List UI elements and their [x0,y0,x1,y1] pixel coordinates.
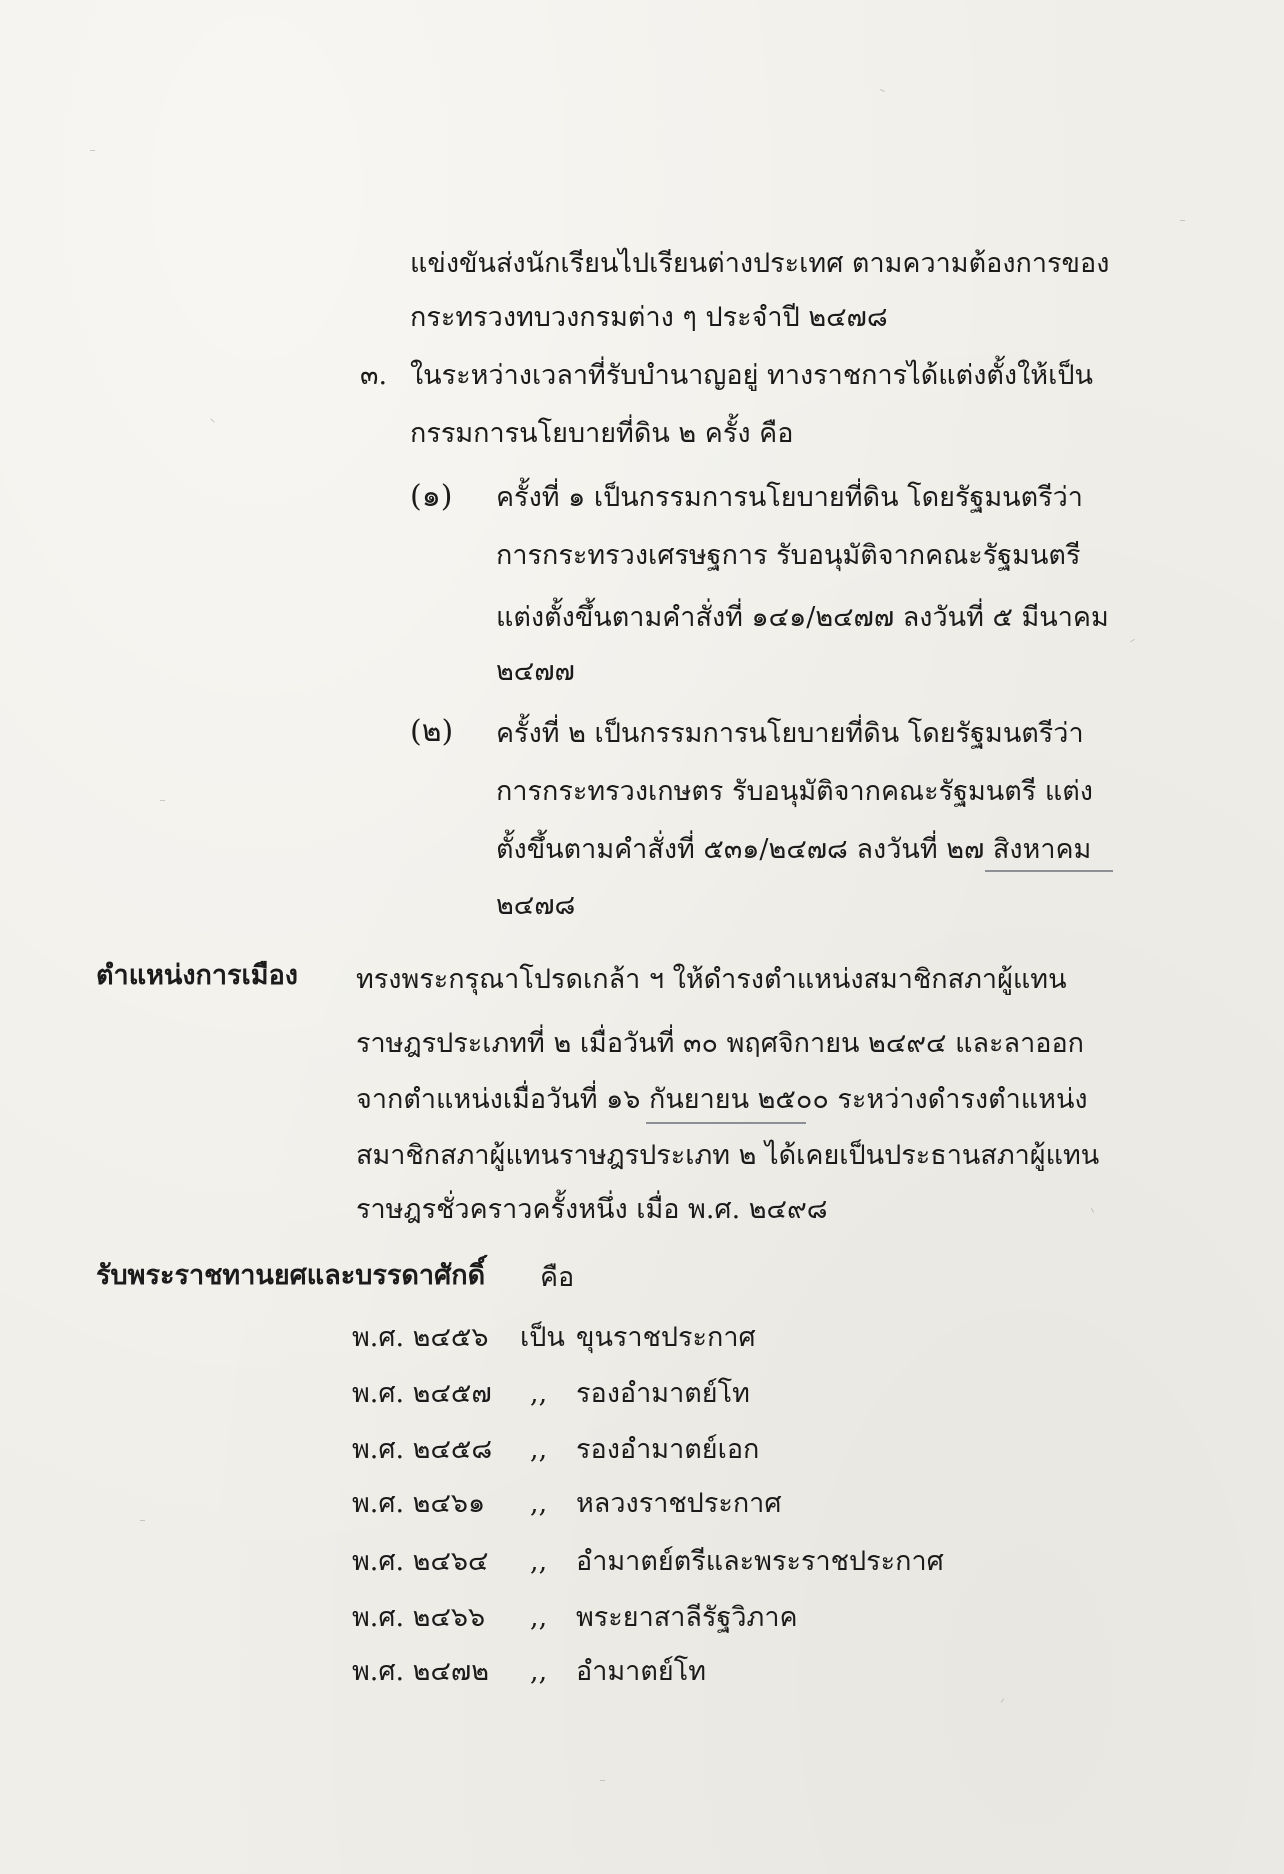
subitem-line: แต่งตั้งขึ้นตามคำสั่งที่ ๑๔๑/๒๔๗๗ ลงวันที่ ๕ มีนาคม [496,602,1109,633]
titles-heading-suffix: คือ [540,1262,575,1293]
titles-heading: รับพระราชทานยศและบรรดาศักดิ์ [96,1260,486,1291]
title-year: พ.ศ. ๒๔๕๗ [352,1378,492,1409]
paper-fleck [1180,220,1185,221]
paper-fleck [1001,1698,1005,1702]
paper-fleck [880,89,885,92]
title-name: พระยาสาลีรัฐวิภาค [576,1602,798,1633]
title-name: อำมาตย์โท [576,1656,706,1687]
subitem-line: การกระทรวงเศรษฐการ รับอนุมัติจากคณะรัฐมนตรี [496,540,1081,571]
subitem-line: ครั้งที่ ๒ เป็นกรรมการนโยบายที่ดิน โดยรัฐมนตรีว่า [496,718,1084,749]
paper-fleck [90,150,95,151]
subitem-line: การกระทรวงเกษตร รับอนุมัติจากคณะรัฐมนตรี แต่ง [496,776,1093,807]
title-mark: ,, [530,1378,548,1409]
title-mark: ,, [530,1656,548,1687]
title-year: พ.ศ. ๒๔๕๖ [352,1322,489,1353]
subitem-line: ครั้งที่ ๑ เป็นกรรมการนโยบายที่ดิน โดยรัฐมนตรีว่า [496,482,1083,513]
title-year: พ.ศ. ๒๔๗๒ [352,1656,490,1687]
political-line: ราษฎรชั่วคราวครั้งหนึ่ง เมื่อ พ.ศ. ๒๔๙๘ [356,1194,828,1225]
title-year: พ.ศ. ๒๔๖๔ [352,1546,489,1577]
title-name: อำมาตย์ตรีและพระราชประกาศ [576,1546,944,1577]
paper-fleck [1130,639,1135,642]
subitem-line: ๒๔๗๘ [496,890,576,921]
para1-line: แข่งขันส่งนักเรียนไปเรียนต่างประเทศ ตามความต้องการของ [410,248,1110,279]
paper-fleck [160,800,165,801]
para1-line: กระทรวงทบวงกรมต่าง ๆ ประจำปี ๒๔๗๘ [410,302,888,333]
item3-line: ในระหว่างเวลาที่รับบำนาญอยู่ ทางราชการได้แต่งตั้งให้เป็น [410,360,1093,391]
underline-mark [646,1122,806,1124]
title-name: ขุนราชประกาศ [576,1322,756,1353]
subitem-line: ตั้งขึ้นตามคำสั่งที่ ๕๓๑/๒๔๗๘ ลงวันที่ ๒๗ สิงหาคม [496,834,1092,865]
title-year: พ.ศ. ๒๔๖๖ [352,1602,486,1633]
title-name: รองอำมาตย์โท [576,1378,750,1409]
political-line: ทรงพระกรุณาโปรดเกล้า ฯ ให้ดำรงตำแหน่งสมาชิกสภาผู้แทน [356,964,1067,995]
title-mark: ,, [530,1488,548,1519]
subitem-number: (๒) [410,714,454,749]
item3-line: กรรมการนโยบายที่ดิน ๒ ครั้ง คือ [410,418,794,449]
subitem-line: ๒๔๗๗ [496,656,575,687]
political-line: จากตำแหน่งเมื่อวันที่ ๑๖ กันยายน ๒๕๐๐ ระหว่างดำรงตำแหน่ง [356,1084,1088,1115]
title-year: พ.ศ. ๒๔๕๘ [352,1434,493,1465]
title-mark: เป็น [520,1322,565,1353]
title-mark: ,, [530,1602,548,1633]
paper-fleck [140,1520,145,1521]
item-number: ๓. [360,360,388,391]
political-line: สมาชิกสภาผู้แทนราษฎรประเภท ๒ ได้เคยเป็นประธานสภาผู้แทน [356,1140,1100,1171]
paper-fleck [600,1780,605,1781]
title-mark: ,, [530,1546,548,1577]
paper-fleck [1091,1208,1094,1213]
paper-fleck [210,419,214,423]
title-year: พ.ศ. ๒๔๖๑ [352,1488,486,1519]
political-heading: ตำแหน่งการเมือง [96,960,298,991]
subitem-number: (๑) [410,479,453,514]
title-name: รองอำมาตย์เอก [576,1434,760,1465]
title-mark: ,, [530,1434,548,1465]
title-name: หลวงราชประกาศ [576,1488,782,1519]
underline-mark [985,870,1113,872]
political-line: ราษฎรประเภทที่ ๒ เมื่อวันที่ ๓๐ พฤศจิกายน ๒๔๙๔ และลาออก [356,1028,1085,1059]
